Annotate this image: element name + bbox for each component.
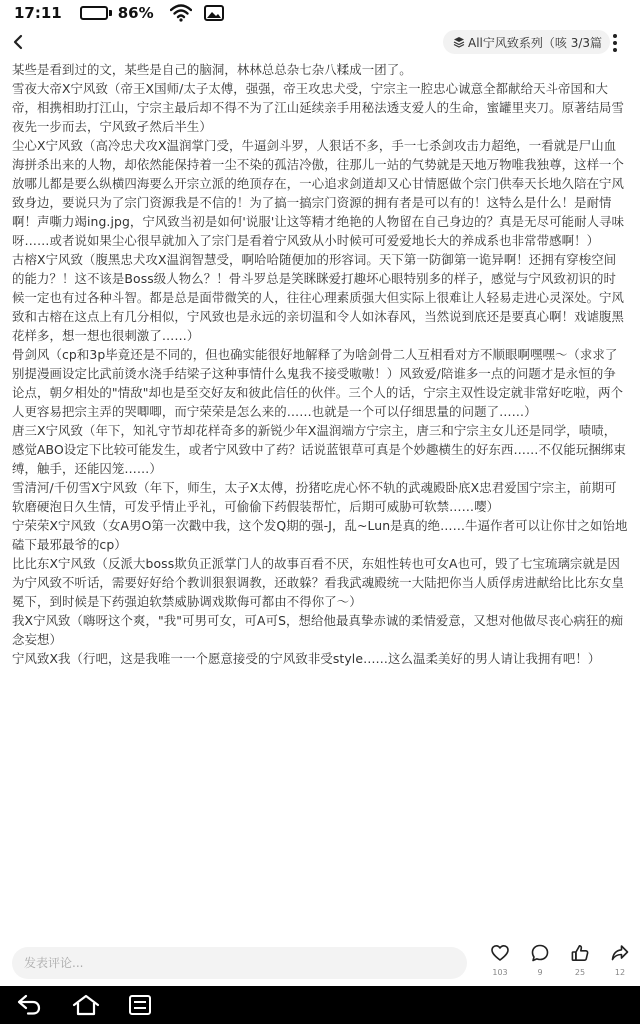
series-label: All宁风致系列（咳 3/3篇 bbox=[468, 35, 603, 50]
recommend-button[interactable] bbox=[567, 944, 593, 978]
article-paragraph: 宁荣荣X宁风致（女A男O第一次戳中我，这个发Q期的强-J，乱~Lun是真的绝……牛逼作者可以让你甘之如饴地磕下最邪最爷的cp） bbox=[12, 518, 628, 552]
article-paragraph: 比比东X宁风致（反派大boss欺负正派掌门人的故事百看不厌，东姐性转也可女A也可，毁了七宝琉璃宗就是因为宁风致不听话，需要好好给个教训狠狠调教，还敢躲？看我武魂殿统一大陆把你当人质俘虏进献给比比东女皇冕下，到时候是下药强迫软禁威胁调戏欺侮可都由不得你了～） bbox=[12, 556, 625, 609]
share-icon bbox=[611, 944, 629, 962]
article-paragraph: 唐三X宁风致（年下，知礼守节却花样奇多的新锐少年X温润端方宁宗主，唐三和宁宗主女儿还是同学，啧啧，感觉ABO设定下比较可能发生，或者宁风致中了药？话说蓝银草可真是个妙趣横生的好东西……不仅能玩捆绑束缚，触手，还能囚笼……） bbox=[12, 423, 626, 476]
article-body bbox=[12, 60, 628, 668]
status-bar bbox=[0, 0, 640, 26]
system-menu-icon[interactable] bbox=[128, 994, 152, 1016]
comment-button[interactable] bbox=[527, 944, 553, 978]
comment-count: 9 bbox=[537, 968, 543, 977]
article-paragraph: 宁风致X我（行吧，这是我唯一一个愿意接受的宁风致非受style……这么温柔美好的男人请让我拥有吧！） bbox=[12, 651, 601, 666]
battery-percent: 86% bbox=[117, 4, 154, 22]
wifi-icon bbox=[170, 4, 192, 22]
layers-icon bbox=[453, 36, 465, 48]
article-paragraph: 雪清河/千仞雪X宁风致（年下，师生，太子X太傅，扮猪吃虎心怀不轨的武魂殿卧底X忠君爱国宁宗主，前期可软磨硬泡日久生情，可发乎情止乎礼，可偷偷下药假装帮忙，后期可威胁可软禁……嘤） bbox=[12, 480, 617, 514]
bottom-action-bar bbox=[0, 942, 640, 986]
comment-input[interactable] bbox=[12, 947, 467, 979]
gallery-icon bbox=[204, 5, 224, 21]
recommend-count: 25 bbox=[574, 968, 586, 977]
article-paragraph: 骨剑风（cp和3p毕竟还是不同的，但也确实能很好地解释了为啥剑骨二人互相看对方不顺眼啊嘿嘿～（求求了别提漫画设定比武前烫水浇手结梁子这种事情什么鬼我不接受嗷嗷！）风致爱/陪谁多一点的问题才是永恒的争论点，朝夕相处的"情敌"却也是至交好友和彼此信任的伙伴。三个人的话，宁宗主双性设定就非常好吃啦，两个人更容易把宗主弄的哭唧唧，而宁荣荣是怎么来的……也就是一个可以仔细思量的问题了……） bbox=[12, 347, 624, 419]
comment-bubble-icon bbox=[531, 944, 549, 962]
battery-icon bbox=[80, 6, 112, 20]
system-home-icon[interactable] bbox=[72, 994, 100, 1016]
thumbs-up-icon bbox=[571, 944, 589, 962]
vertical-dots-icon[interactable] bbox=[608, 32, 622, 54]
article-paragraph: 我X宁风致（嗨呀这个爽，"我"可男可女，可A可S，想给他最真挚赤诚的柔情爱意，又想对他做尽丧心病狂的痴念妄想） bbox=[12, 613, 624, 647]
share-button[interactable] bbox=[607, 944, 633, 978]
series-selector[interactable] bbox=[443, 30, 610, 54]
chevron-left-icon[interactable] bbox=[8, 30, 30, 54]
system-navigation-bar bbox=[0, 986, 640, 1024]
article-paragraph: 雪夜大帝X宁风致（帝王X国师/太子太傅，强强，帝王攻忠犬受，宁宗主一腔忠心诚意全都献给天斗帝国和大帝，相携相助打江山，宁宗主最后却不得不为了江山延续亲手用秘法透支爱人的生命，蜜罐里夹刀。原著结局雪夜先一步而去，宁风致孑然后半生） bbox=[12, 81, 625, 134]
article-paragraph: 某些是看到过的文，某些是自己的脑洞，林林总总杂七杂八糅成一团了。 bbox=[12, 62, 412, 77]
like-count: 103 bbox=[492, 968, 508, 977]
share-count: 12 bbox=[614, 968, 626, 977]
like-button[interactable] bbox=[487, 944, 513, 978]
article-paragraph: 尘心X宁风致（高冷忠犬攻X温润掌门受，牛逼剑斗罗，人狠话不多，手一七杀剑攻击力超绝，一看就是尸山血海拼杀出来的人物，却依然能保持着一尘不染的孤洁冷傲，往那儿一站的气势就是天地万物唯我独尊，这样一个放哪儿都是要么纵横四海要么开宗立派的绝顶存在，一心追求剑道却又心甘情愿做个宗门供奉天长地久陪在宁风致身边，要说只为了宗门资源我是不信的！为了搞一搞宗门资源的拥有者是可以有的！这特么是什么！是耐情啊！声嘶力竭ing.jpg，宁风致当初是如何'说服'让这等精才绝艳的人物留在自己身边的？真是无尽可能耐人寻味呀……或者说如果尘心很早就加入了宗门是看着宁风致从小时候可可爱爱地长大的养成系也非常带感啊！） bbox=[12, 138, 625, 248]
nav-bar bbox=[0, 28, 640, 56]
heart-icon bbox=[491, 944, 509, 962]
article-paragraph: 古榕X宁风致（腹黑忠犬攻X温润智慧受，啊哈哈随便加的形容词。天下第一防御第一诡异啊！还拥有穿梭空间的能力？！这不该是Boss级人物么？！骨斗罗总是笑眯眯爱打趣坏心眼特别多的样子，感觉与宁风致初识的时候一定也有过各种斗智。都是总是面带微笑的人，往往心理素质强大但实际上很难让人轻易走进心灵深处。宁风致和古榕在这点上有几分相似，宁风致也是永远的亲切温和令人如沐春风，当然说到底还是要真心啊！戏谑腹黑花样多，想一想也很刺激了……） bbox=[12, 252, 625, 343]
system-back-icon[interactable] bbox=[16, 994, 42, 1016]
status-time: 17:11 bbox=[14, 4, 62, 22]
